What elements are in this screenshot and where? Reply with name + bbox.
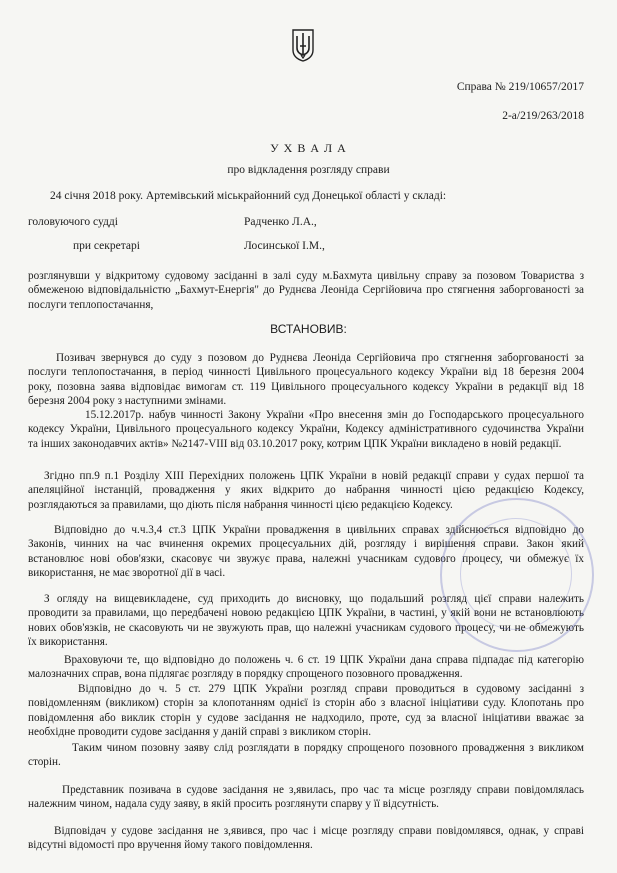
secretary-role: при секретарі — [73, 240, 140, 252]
judge-role: головуючого судді — [28, 216, 118, 228]
text-line: їх використання. — [28, 636, 108, 649]
text-line: березня 2004 року з наступними змінами. — [28, 395, 227, 408]
case-number: Справа № 219/10657/2017 — [456, 81, 584, 93]
text-line: відсутні відомості про вручення йому такого повідомлення. — [28, 839, 313, 852]
text-line: послуги теплопостачання, в період чинності Цивільного процесуального кодексу України від 18 березня 2004 — [28, 366, 584, 379]
text-line: Відповідно до ч. 5 ст. 279 ЦПК України розгляд справи проводиться в судовому засіданні з — [78, 683, 584, 695]
paragraph-conclusion — [28, 592, 584, 650]
paragraph-transitional — [28, 469, 584, 512]
text-line: необхідне проводити судове засідання у даній справі з викликом сторін. — [28, 726, 371, 739]
text-line: повідомленням (викликом) сторін за клопотанням однієї із сторін або з власної ініціативи суду. Клопотань про — [28, 697, 584, 710]
text-line: 15.12.2017р. набув чинності Закону України «Про внесення змін до Господарського процесуального — [85, 409, 584, 421]
court-composition-line: 24 січня 2018 року. Артемівський міськрайонний суд Донецької області у складі: — [50, 190, 447, 202]
text-line: проводити за правилами, що передбачені новою редакцією ЦПК України, в частині, у якій вони не встановлюють — [28, 607, 584, 620]
text-line: встановлює нові обов'язки, скасовує чи звужує права, належні учасникам судового процесу, чи обмежує їх — [28, 552, 584, 565]
text-line: сторін. — [28, 756, 61, 769]
judge-name: Радченко Л.А., — [244, 216, 317, 228]
paragraph-plaintiff-absence — [28, 783, 584, 812]
paragraph-article-279 — [28, 682, 584, 740]
proceeding-number: 2-а/219/263/2018 — [502, 110, 584, 122]
document-type-heading: У Х В А Л А — [270, 141, 347, 155]
text-line: повідомлення або виклик сторін у судове засідання не надходило, проте, суд за власної ініціативи вважає за — [28, 711, 584, 724]
text-line: З огляду на вищевикладене, суд приходить до висновку, що подальший розгляд цієї справи належить — [44, 593, 584, 605]
trident-emblem-icon — [290, 28, 316, 62]
intro-paragraph — [28, 269, 584, 312]
text-line: кодексу України, Цивільного процесуального кодексу України, Кодексу адміністративного судочинства України — [28, 423, 584, 436]
text-line: Позивач звернувся до суду з позовом до Руднєва Леоніда Сергійовича про стягнення заборгованості за — [56, 352, 584, 364]
text-line: та інших законодавчих актів» №2147-VIII від 03.10.2017 року, котрим ЦПК України викладено в новій редакції. — [28, 437, 562, 450]
text-line: належним чином, надала суду заяву, в якій просить розглянути спарву у її відсутність. — [28, 798, 439, 811]
secretary-name: Лосинської І.М., — [244, 240, 325, 252]
text-line: нових обов'язків, не скасовують чи не звужують прав, що належні учасникам судового процесу, чи не обмежують — [28, 621, 584, 634]
text-line: Враховуючи те, що відповідно до положень ч. 6 ст. 19 ЦПК України дана справа підпадає під категорію — [64, 654, 584, 666]
text-line: розглянувши у відкритому судовому засіданні в залі суду м.Бахмута цивільну справу за позовом Товариства з — [28, 270, 584, 282]
established-heading: ВСТАНОВИВ: — [270, 322, 347, 336]
paragraph-simplified-procedure — [28, 741, 584, 770]
text-line: Законів, чинних на час вчинення окремих процесуальних дій, розгляду і вирішення справи. Закон який — [28, 538, 584, 551]
text-line: Відповідач у судове засідання не з,явився, про час і місце розгляду справи повідомлявся, однак, у справі — [54, 825, 584, 837]
text-line: послуги теплопостачання, — [28, 298, 154, 311]
text-line: року, позовна заява відповідає вимогам ст. 119 Цивільного процесуального кодексу України в редакції від 18 — [28, 380, 584, 393]
paragraph-defendant-absence — [28, 824, 584, 853]
paragraph-article-3 — [28, 523, 584, 581]
text-line: обмеженою відповідальністю „Бахмут-Енергія" до Руднєва Леоніда Сергійовича про стягнення заборгованості за — [28, 284, 584, 297]
text-line: апеляційної інстанцій, провадження у яких відкрито до набрання чинності цією редакцією Кодексу, — [28, 484, 584, 497]
text-line: розглядаються за правилами, що діють після набрання чинності цією редакцією Кодексу. — [28, 498, 453, 511]
text-line: малозначних справ, вона підлягає розгляду в порядку спрощеного позовного провадження. — [28, 668, 463, 681]
text-line: використання, не має зворотної дії в часі. — [28, 567, 226, 580]
text-line: Згідно пп.9 п.1 Розділу XIII Перехідних положень ЦПК України в новій редакції справи у судах першої та — [44, 470, 584, 482]
paragraph-small-claims — [28, 653, 584, 682]
text-line: Представник позивача в судове засідання не з,явилась, про час та місце розгляду справи повідомлялась — [62, 784, 584, 796]
text-line: Таким чином позовну заяву слід розглядати в порядку спрощеного позовного провадження з викликом — [72, 742, 584, 754]
paragraph-law-change — [28, 408, 584, 451]
document-subject: про відкладення розгляду справи — [227, 164, 390, 176]
text-line: Відповідно до ч.ч.3,4 ст.3 ЦПК України провадження в цивільних справах здійснюється відповідно до — [54, 524, 584, 536]
paragraph-claim — [28, 351, 584, 409]
